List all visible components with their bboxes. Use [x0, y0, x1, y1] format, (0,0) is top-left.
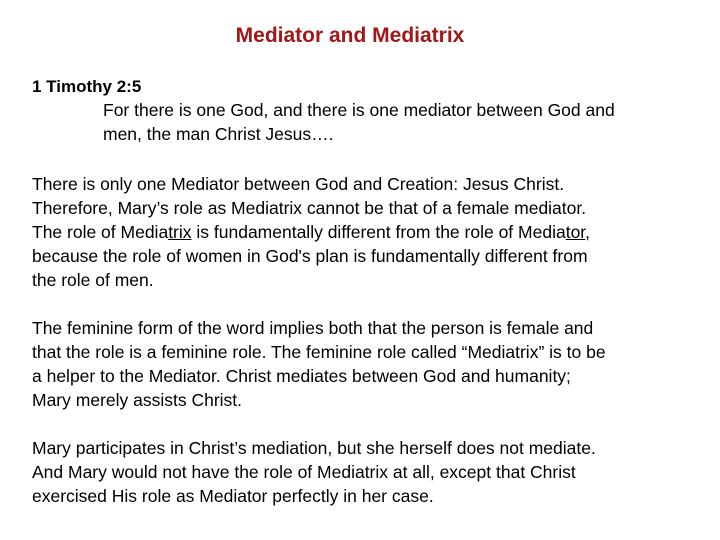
text-line: The feminine form of the word implies both that the person is female and [32, 318, 594, 338]
text-line: Therefore, Mary’s role as Mediatrix cannot be that of a female mediator. [32, 198, 587, 218]
text-line: because the role of women in God's plan is fundamentally different from [32, 246, 588, 266]
underlined-suffix-trix: trix [168, 222, 192, 242]
text-line: exercised His role as Mediator perfectly in her case. [32, 486, 434, 506]
text-line: that the role is a feminine role. The feminine role called “Mediatrix” is to be [32, 342, 606, 362]
text-segment: is fundamentally different from the role of Media [191, 222, 566, 242]
text-segment: , [585, 222, 591, 242]
verse-quote [103, 98, 703, 146]
text-line: a helper to the Mediator. Christ mediates between God and humanity; [32, 366, 571, 386]
verse-line: men, the man Christ Jesus…. [103, 124, 334, 144]
text-segment: The role of Media [32, 222, 169, 242]
text-line: Mary merely assists Christ. [32, 390, 243, 410]
text-line: There is only one Mediator between God and Creation: Jesus Christ. [32, 174, 565, 194]
verse-reference: 1 Timothy 2:5 [32, 77, 142, 96]
paragraph-feminine-form [32, 316, 692, 412]
text-line: the role of men. [32, 270, 154, 290]
slide-title: Mediator and Mediatrix [235, 24, 465, 47]
text-line [32, 220, 692, 244]
text-line: And Mary would not have the role of Mediatrix at all, except that Christ [32, 462, 576, 482]
paragraph-participation [32, 436, 692, 508]
verse-line: For there is one God, and there is one mediator between God and [103, 100, 615, 120]
text-line: Mary participates in Christ’s mediation, but she herself does not mediate. [32, 438, 596, 458]
underlined-suffix-tor: tor [565, 222, 586, 242]
paragraph-one-mediator [32, 172, 692, 292]
